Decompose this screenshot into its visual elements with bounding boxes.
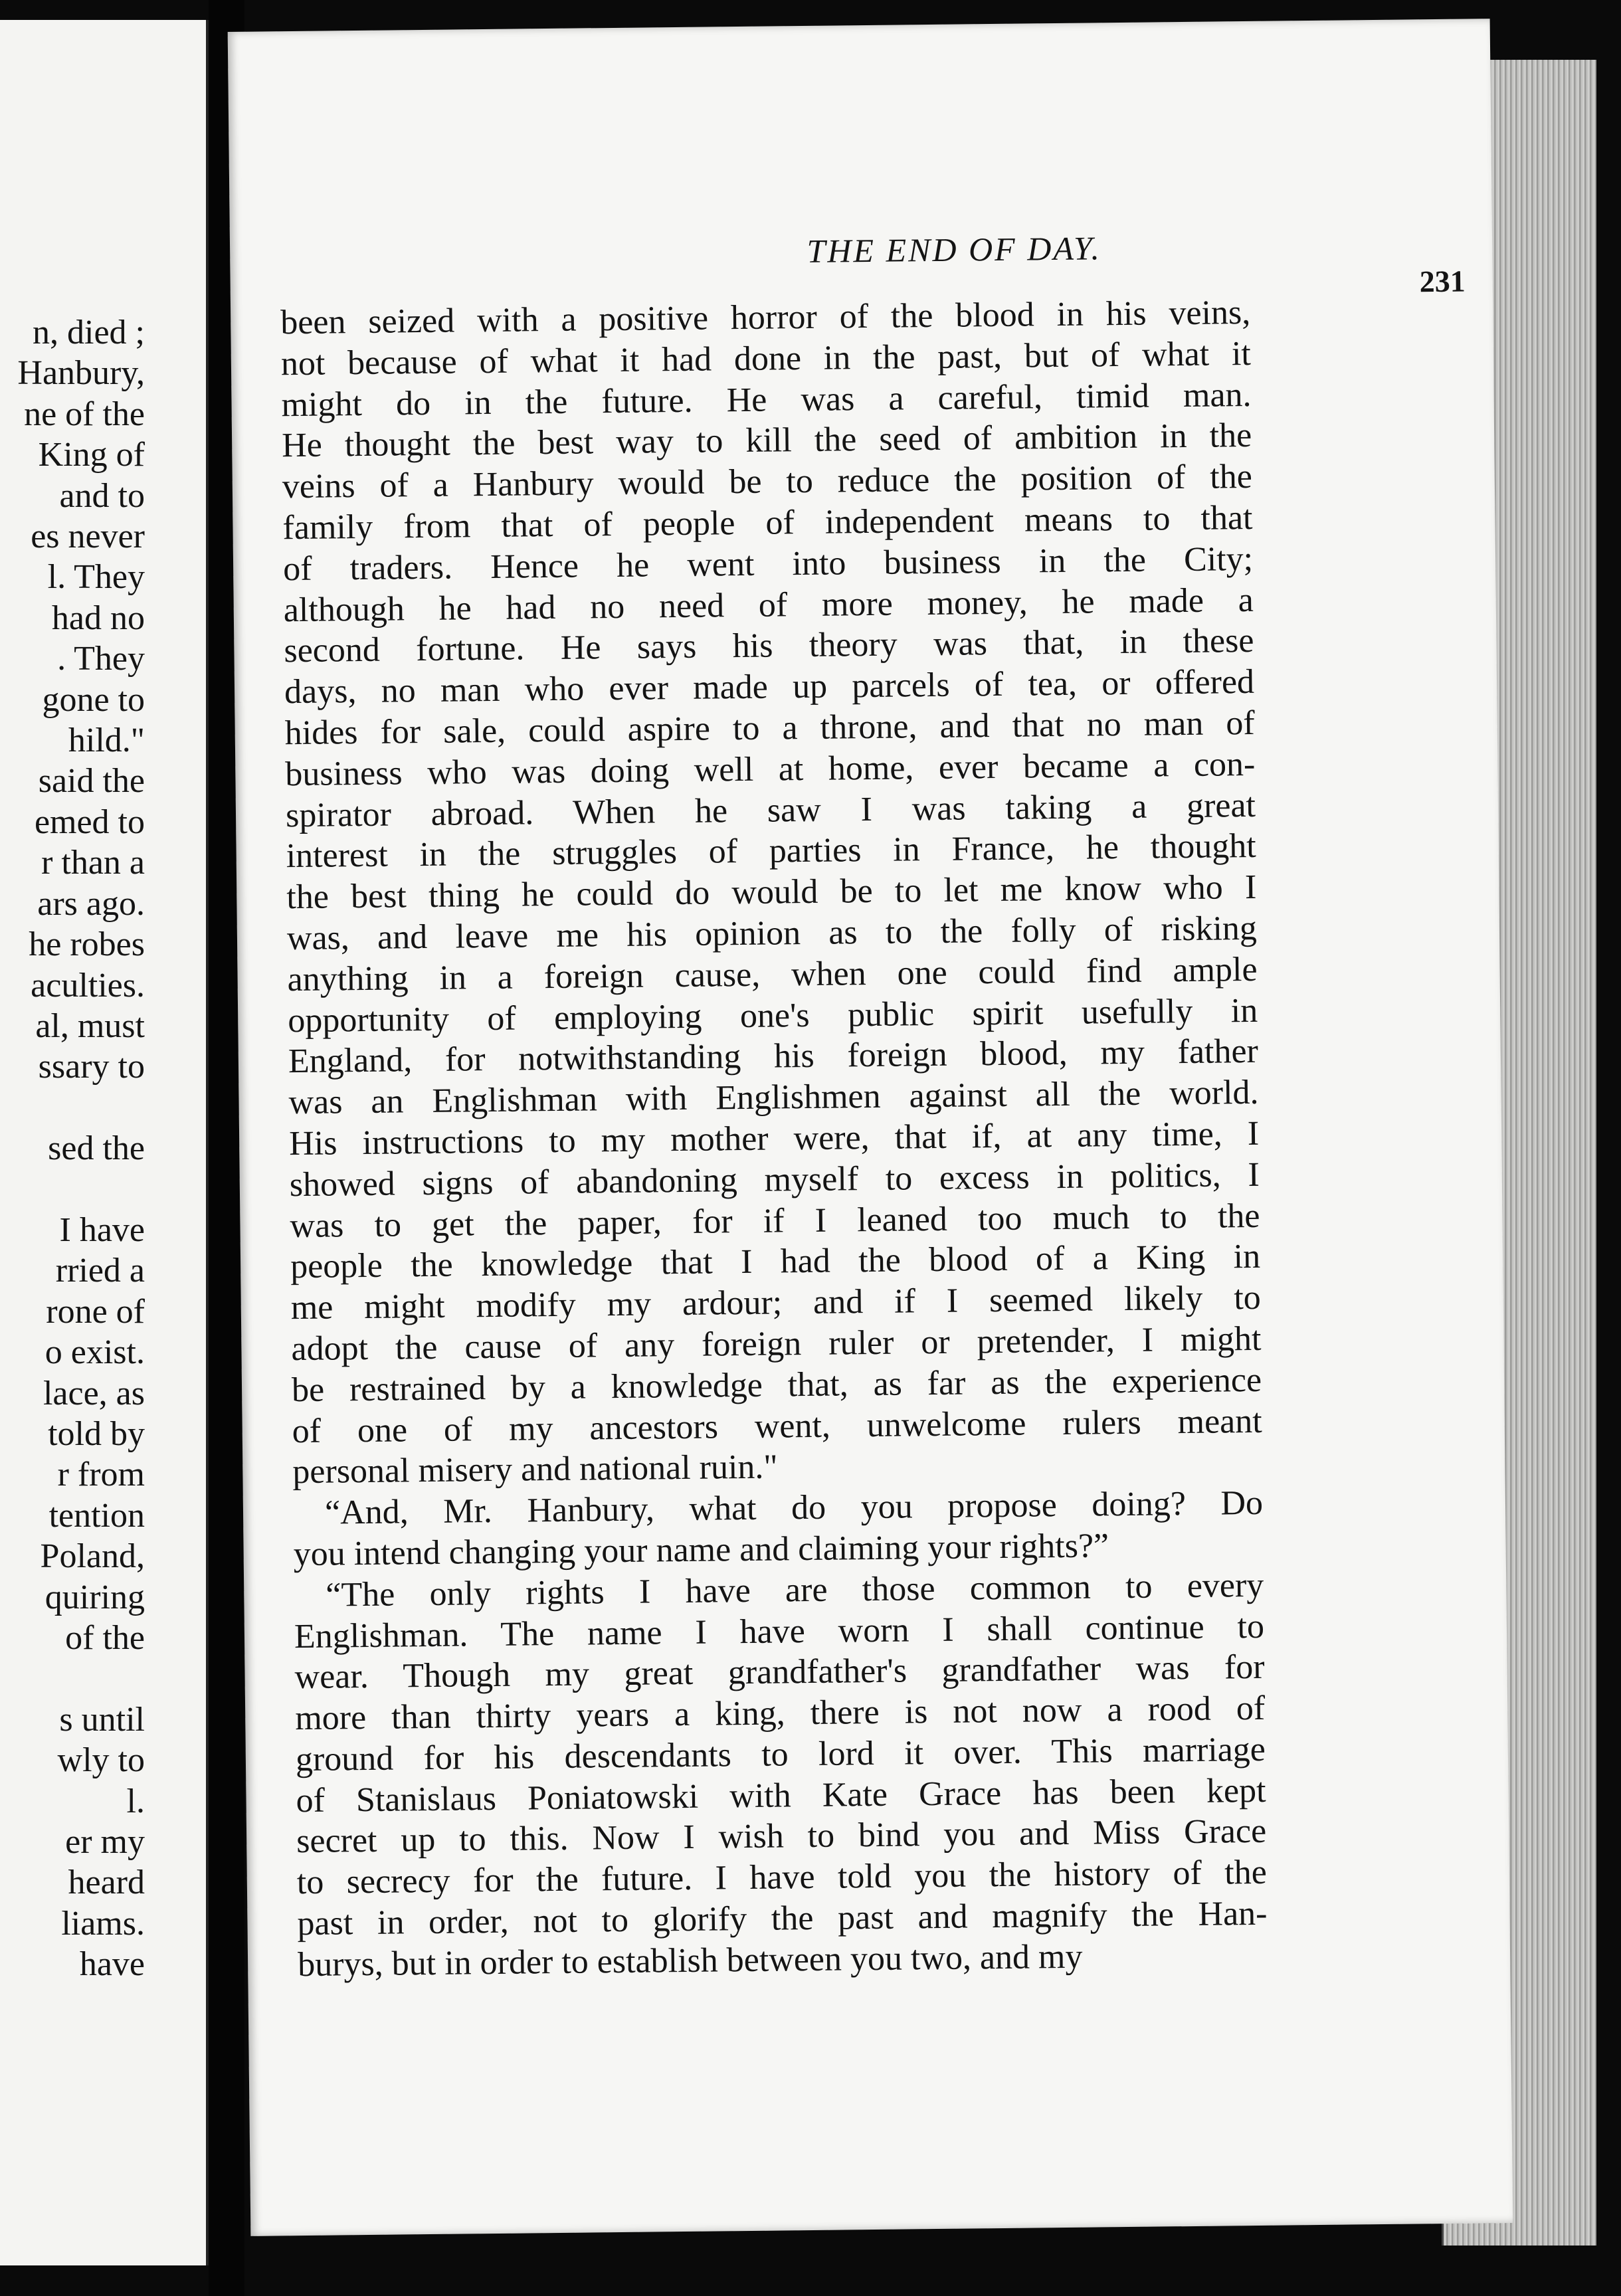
right-page <box>228 19 1513 2236</box>
body-line: adopt the cause of any foreign ruler or pretender, I might <box>291 1319 1262 1369</box>
body-line: past in order, not to glorify the past and magnify the Han- <box>297 1894 1268 1943</box>
left-page-line: had no <box>51 599 145 637</box>
running-head: THE END OF DAY. <box>807 229 1102 270</box>
left-page-line: Hanbury, <box>17 354 145 393</box>
left-page-line: ssary to <box>38 1048 145 1086</box>
left-page-line: n, died ; <box>33 314 145 351</box>
left-page-line: ars ago. <box>37 884 145 923</box>
left-page-line: r from <box>57 1456 145 1494</box>
body-line: He thought the best way to kill the seed of ambition in the <box>281 417 1252 465</box>
left-page-line: . They <box>57 640 145 678</box>
left-page-blank-line <box>17 1169 145 1210</box>
body-line: ground for his descendants to lord it over. This marriage <box>295 1730 1266 1779</box>
body-line: Englishman. The name I have worn I shall continue to <box>294 1607 1265 1656</box>
left-page-line: sed the <box>48 1129 145 1168</box>
body-line: “And, Mr. Hanbury, what do you propose doing? Do <box>324 1483 1264 1532</box>
body-line: of one of my ancestors went, unwelcome rulers meant <box>292 1402 1262 1450</box>
body-line: veins of a Hanbury would be to reduce the position of the <box>282 458 1253 506</box>
body-line: showed signs of abandoning myself to excess in politics, I <box>289 1155 1260 1204</box>
left-page-line: have <box>79 1945 145 1984</box>
left-page-line: of the <box>65 1618 145 1657</box>
body-line: business who was doing well at home, ever became a con- <box>285 745 1256 793</box>
body-line: days, no man who ever made up parcels of tea, or offered <box>284 663 1255 712</box>
left-page-text <box>17 312 145 1985</box>
left-page-line: King of <box>38 436 145 474</box>
left-page-line: wly to <box>57 1741 145 1780</box>
body-line: the best thing he could do would be to let me know who I <box>286 868 1257 917</box>
body-line: opportunity of employing one's public spirit usefully in <box>287 991 1258 1040</box>
left-page-line: ne of the <box>24 395 145 433</box>
body-line: been seized with a positive horror of the blood in his veins, <box>280 293 1251 342</box>
body-line: burys, but in order to establish between you two, and my <box>297 1937 1083 1984</box>
left-page-line: said the <box>38 762 145 801</box>
body-line: people the knowledge that I had the blood of a King in <box>290 1238 1261 1286</box>
body-line: His instructions to my mother were, that if, at any time, I <box>288 1114 1260 1163</box>
left-page-line: r than a <box>41 844 145 882</box>
body-line: secret up to this. Now I wish to bind you and Miss Grace <box>296 1812 1267 1861</box>
left-page-line: gone to <box>42 680 145 719</box>
body-line: interest in the struggles of parties in France, he thought <box>286 827 1256 876</box>
body-line: to secrecy for the future. I have told you the history of the <box>296 1854 1268 1902</box>
left-page-line: Poland, <box>40 1537 145 1576</box>
body-line: might do in the future. He was a careful, timid man. <box>281 375 1252 424</box>
body-line: although he had no need of more money, he made a <box>283 581 1254 629</box>
left-page-line: emed to <box>34 803 145 841</box>
left-page-line: lace, as <box>43 1374 145 1412</box>
left-page-blank-line <box>17 1658 145 1699</box>
body-line: “The only rights I have are those common to every <box>326 1566 1264 1614</box>
left-page-line: l. They <box>47 558 145 597</box>
left-page-line: s until <box>59 1700 145 1739</box>
left-page-line: I have <box>59 1210 145 1249</box>
body-line: me might modify my ardour; and if I seemed likely to <box>290 1278 1262 1327</box>
body-line: personal misery and national ruin." <box>292 1448 778 1491</box>
body-text <box>280 292 1268 1986</box>
left-page-line: aculties. <box>31 966 145 1004</box>
left-page-blank-line <box>17 1088 145 1128</box>
body-line: was an Englishman with Englishmen against all the world. <box>288 1074 1259 1122</box>
body-line: hides for sale, could aspire to a throne, and that no man of <box>284 704 1255 753</box>
body-line: family from that of people of independent means to that <box>282 498 1253 547</box>
left-page-line: er my <box>65 1822 145 1861</box>
body-line: of Stanislaus Poniatowski with Kate Grace has been kept <box>296 1771 1266 1820</box>
body-line: spirator abroad. When he saw I was taking a great <box>285 786 1256 834</box>
left-page-line: told by <box>48 1414 145 1453</box>
body-line: be restrained by a knowledge that, as far as the experience <box>291 1361 1262 1409</box>
left-page-line: es never <box>31 518 145 556</box>
body-line: of traders. Hence he went into business in the City; <box>282 539 1254 588</box>
left-page-line: he robes <box>29 925 145 964</box>
body-line: you intend changing your name and claiming your rights?” <box>293 1527 1109 1574</box>
left-page-line: rried a <box>55 1252 145 1290</box>
body-line: was to get the paper, for if I leaned too much to the <box>290 1196 1260 1245</box>
left-page-line: al, must <box>35 1006 145 1045</box>
body-line: anything in a foreign cause, when one could find ample <box>287 950 1258 999</box>
body-line: England, for notwithstanding his foreign blood, my father <box>288 1032 1259 1081</box>
left-page-line: liams. <box>61 1904 145 1943</box>
left-page-line: and to <box>59 476 145 515</box>
left-page-line: tention <box>48 1496 145 1535</box>
left-page-line: l. <box>126 1782 145 1820</box>
body-line: second fortune. He says his theory was that, in these <box>284 622 1254 670</box>
body-line: was, and leave me his opinion as to the folly of risking <box>286 909 1258 958</box>
left-page-line: rone of <box>46 1292 145 1331</box>
body-line: more than thirty years a king, there is not now a rood of <box>294 1689 1266 1738</box>
left-page-line: quiring <box>45 1578 145 1616</box>
left-page-line: o exist. <box>45 1333 145 1372</box>
body-line: not because of what it had done in the past, but of what it <box>280 334 1252 383</box>
left-page-line: hild." <box>68 721 145 760</box>
page-number: 231 <box>1419 264 1466 299</box>
body-line: wear. Though my great grandfather's grandfather was for <box>294 1648 1265 1697</box>
left-page-fragment <box>0 20 209 2265</box>
left-page-line: heard <box>68 1864 145 1902</box>
